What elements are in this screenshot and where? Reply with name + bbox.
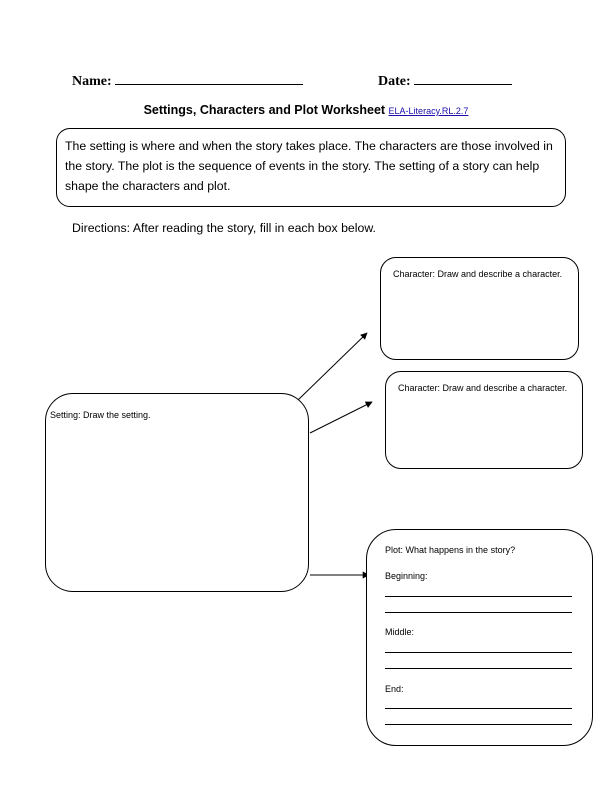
plot-middle-label: Middle: [385, 627, 415, 637]
directions-text: Directions: After reading the story, fill in each box below. [72, 221, 376, 235]
plot-box[interactable] [366, 529, 593, 746]
character-box-2[interactable] [385, 371, 583, 469]
name-label: Name: [72, 74, 112, 89]
name-field [72, 72, 303, 90]
character-box-1[interactable] [380, 257, 579, 360]
worksheet-title [0, 103, 612, 117]
plot-end-line-1[interactable] [385, 708, 572, 709]
date-blank-line[interactable] [414, 72, 512, 85]
date-field [378, 72, 512, 90]
setting-box-prompt: Setting: Draw the setting. [50, 410, 151, 420]
plot-middle-line-2[interactable] [385, 668, 572, 669]
name-blank-line[interactable] [115, 72, 303, 85]
arrow-setting-to-character2 [310, 402, 372, 433]
plot-beginning-label: Beginning: [385, 571, 428, 581]
plot-end-label: End: [385, 684, 404, 694]
character-box-2-prompt: Character: Draw and describe a character. [398, 383, 568, 393]
setting-box[interactable] [45, 393, 309, 592]
intro-box [56, 128, 566, 207]
plot-end-line-2[interactable] [385, 724, 572, 725]
plot-beginning-line-1[interactable] [385, 596, 572, 597]
title-text: Settings, Characters and Plot Worksheet [143, 103, 386, 117]
plot-heading: Plot: What happens in the story? [385, 545, 516, 555]
standard-link[interactable]: ELA-Literacy.RL.2.7 [388, 106, 469, 116]
plot-middle-line-1[interactable] [385, 652, 572, 653]
intro-text: The setting is where and when the story takes place. The characters are those involved in the story. The plot is the sequence of events in the story. The setting of a story can help shape the characters and plot. [65, 139, 553, 193]
date-label: Date: [378, 74, 411, 89]
arrow-setting-to-character1 [298, 333, 367, 400]
plot-beginning-line-2[interactable] [385, 612, 572, 613]
character-box-1-prompt: Character: Draw and describe a character. [393, 269, 563, 279]
